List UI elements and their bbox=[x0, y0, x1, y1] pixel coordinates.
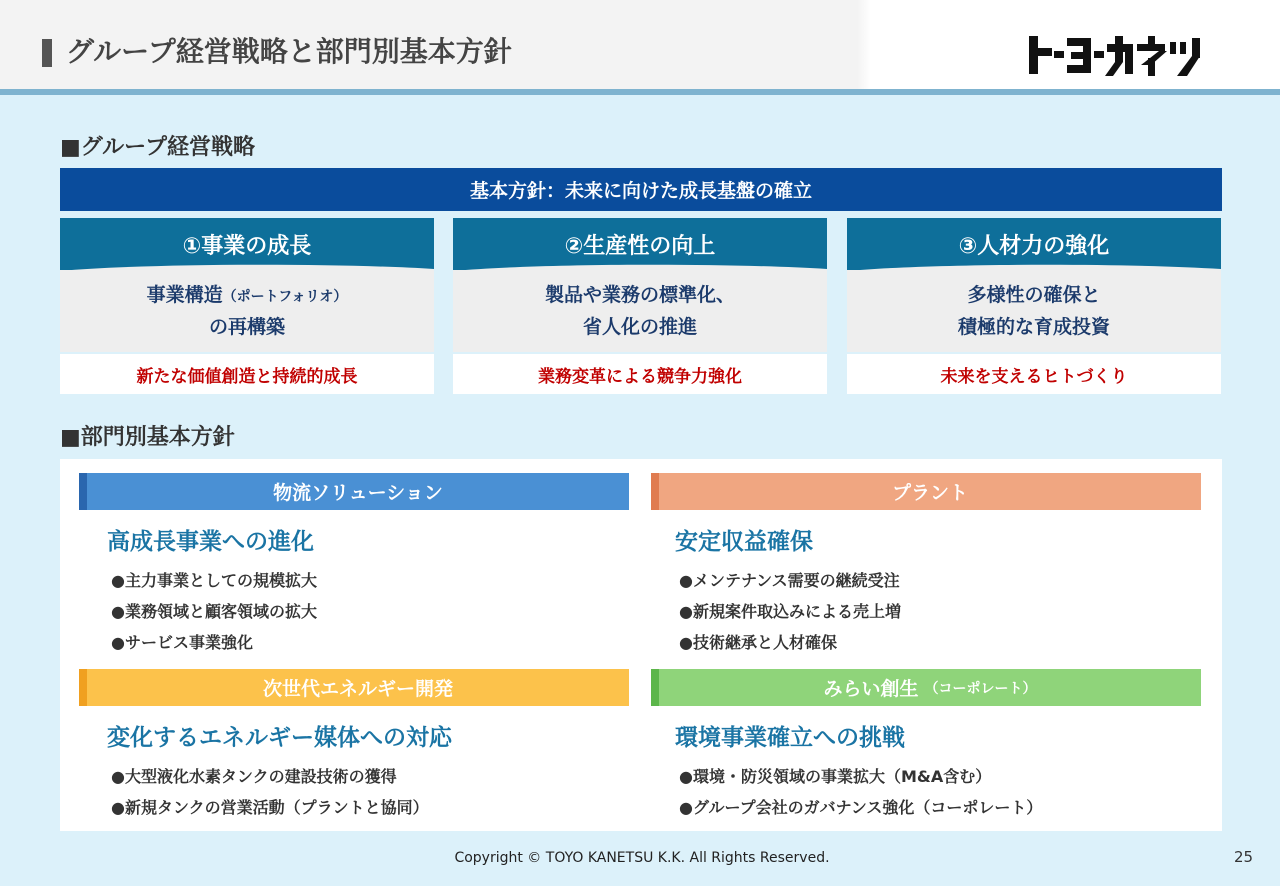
pillar-description: 事業構造（ポートフォリオ） の再構築 bbox=[60, 270, 434, 352]
pillar-description: 多様性の確保と 積極的な育成投資 bbox=[847, 270, 1221, 352]
dept-item-list bbox=[111, 761, 429, 823]
department-policy-label: ■部門別基本方針 bbox=[60, 425, 235, 450]
pillar-productivity bbox=[453, 218, 827, 394]
list-item: ●環境・防災領域の事業拡大（M&A含む） bbox=[679, 767, 992, 786]
dept-mirai-sousei bbox=[651, 669, 1201, 819]
copyright-notice: Copyright © TOYO KANETSU K.K. All Rights Reserved. bbox=[454, 850, 830, 866]
pillar-title: ③人材力の強化 bbox=[847, 218, 1221, 270]
dept-header: プラント bbox=[651, 473, 1201, 510]
dept-header: 次世代エネルギー開発 bbox=[79, 669, 629, 706]
title-marker bbox=[42, 39, 52, 67]
dept-next-gen-energy bbox=[79, 669, 629, 819]
dept-item-list bbox=[679, 761, 1042, 823]
pillar-human-resources bbox=[847, 218, 1221, 394]
dept-header: みらい創生 （コーポレート） bbox=[651, 669, 1201, 706]
list-item: ●グループ会社のガバナンス強化（コーポレート） bbox=[679, 798, 1043, 817]
list-item: ●新規案件取込みによる売上増 bbox=[679, 602, 901, 621]
dept-goal: 変化するエネルギー媒体への対応 bbox=[107, 725, 452, 751]
department-panel bbox=[60, 459, 1222, 831]
list-item: ●大型液化水素タンクの建設技術の獲得 bbox=[111, 767, 397, 786]
dept-logistics bbox=[79, 473, 629, 653]
dept-item-list bbox=[679, 565, 901, 658]
page-header bbox=[0, 0, 1280, 95]
dept-item-list bbox=[111, 565, 317, 658]
company-logo bbox=[1027, 34, 1203, 78]
list-item: ●新規タンクの営業活動（プラントと協同） bbox=[111, 798, 429, 817]
group-strategy-label: ■グループ経営戦略 bbox=[60, 135, 256, 160]
dept-plant bbox=[651, 473, 1201, 653]
list-item: ●サービス事業強化 bbox=[111, 633, 253, 652]
list-item: ●主力事業としての規模拡大 bbox=[111, 571, 317, 590]
dept-goal: 環境事業確立への挑戦 bbox=[675, 725, 905, 751]
list-item: ●技術継承と人材確保 bbox=[679, 633, 837, 652]
pillar-tagline: 未来を支えるヒトづくり bbox=[847, 354, 1221, 394]
pillar-tagline: 新たな価値創造と持続的成長 bbox=[60, 354, 434, 394]
list-item: ●メンテナンス需要の継続受注 bbox=[679, 571, 900, 590]
dept-header: 物流ソリューション bbox=[79, 473, 629, 510]
pillar-description: 製品や業務の標準化、 省人化の推進 bbox=[453, 270, 827, 352]
page-number: 25 bbox=[1234, 848, 1254, 866]
pillar-business-growth bbox=[60, 218, 434, 394]
page-title: グループ経営戦略と部門別基本方針 bbox=[66, 35, 512, 68]
pillar-title: ①事業の成長 bbox=[60, 218, 434, 270]
basic-policy-banner: 基本方針：未来に向けた成長基盤の確立 bbox=[60, 168, 1222, 211]
dept-goal: 高成長事業への進化 bbox=[107, 529, 314, 555]
dept-goal: 安定収益確保 bbox=[675, 529, 813, 555]
pillar-title: ②生産性の向上 bbox=[453, 218, 827, 270]
pillar-tagline: 業務変革による競争力強化 bbox=[453, 354, 827, 394]
list-item: ●業務領域と顧客領域の拡大 bbox=[111, 602, 317, 621]
